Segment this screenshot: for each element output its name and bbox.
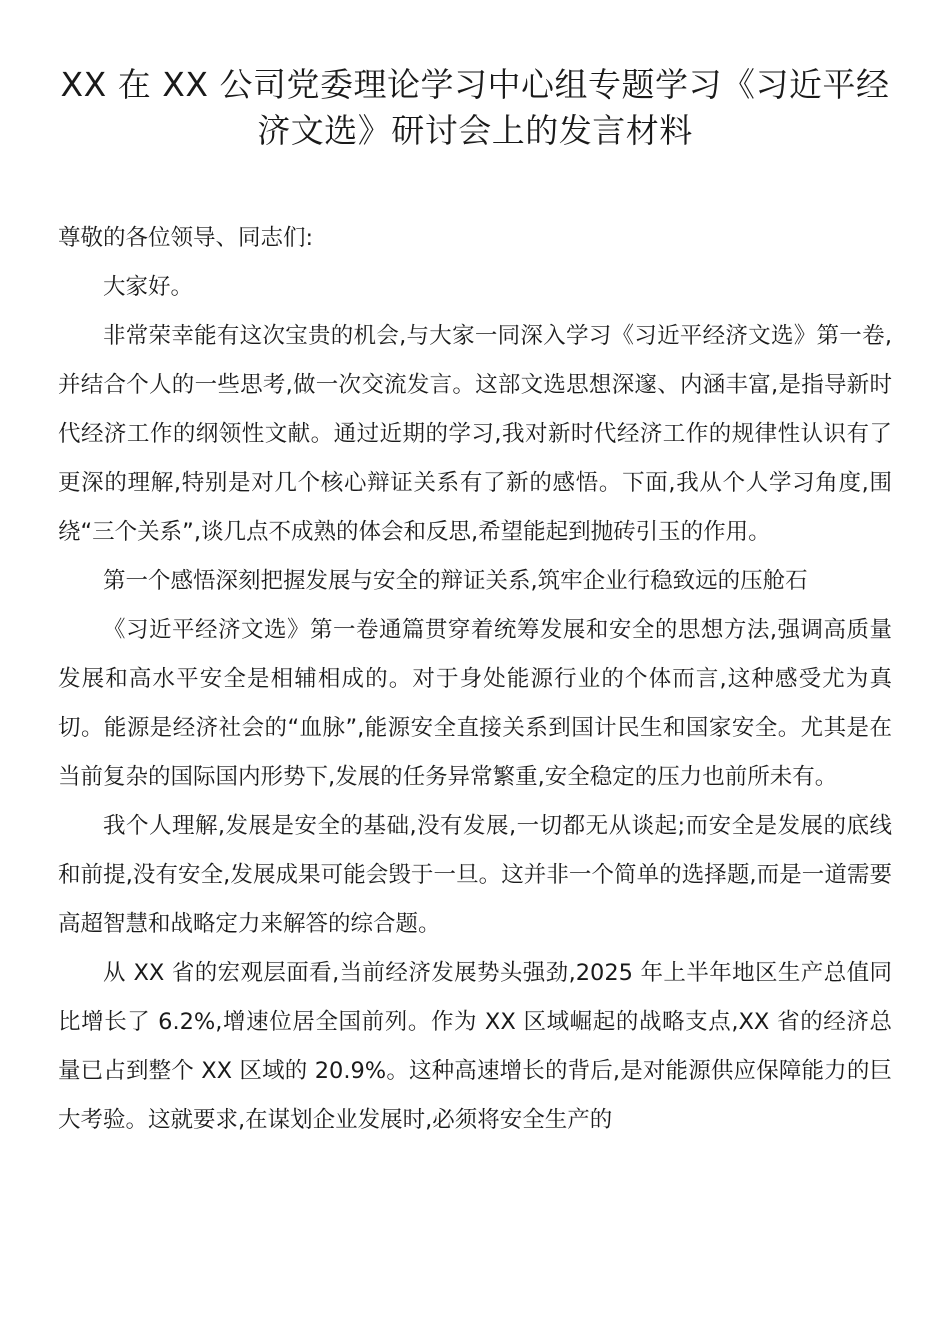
document-title: XX 在 XX 公司党委理论学习中心组专题学习《习近平经济文选》研讨会上的发言材料 xyxy=(60,65,890,150)
salutation: 尊敬的各位领导、同志们: xyxy=(58,225,314,251)
paragraph-greeting: 大家好。 xyxy=(103,274,194,300)
paragraph-body: 《习近平经济文选》第一卷通篇贯穿着统筹发展和安全的思想方法,强调高质量发展和高水平安全是相辅相成的。对于身处能源行业的个体而言,这种感受尤为真切。能源是经济社会的“血脉”,能源安全直接关系到国计民生和国家安全。尤其是在当前复杂的国际国内形势下,发展的任务异常繁重,安全稳定的压力也前所未有。 xyxy=(58,617,892,790)
paragraph-body: 从 XX 省的宏观层面看,当前经济发展势头强劲,2025 年上半年地区生产总值同比增长了 6.2%,增速位居全国前列。作为 XX 区域崛起的战略支点,XX 省的经济总量已占到整个 XX 区域的 20.9%。这种高速增长的背后,是对能源供应保障能力的巨大考验。这就要求,在谋划企业发展时,必须将安全生产的 xyxy=(58,960,892,1133)
paragraph-body: 我个人理解,发展是安全的基础,没有发展,一切都无从谈起;而安全是发展的底线和前提,没有安全,发展成果可能会毁于一旦。这并非一个简单的选择题,而是一道需要高超智慧和战略定力来解答的综合题。 xyxy=(58,813,892,937)
section-heading-1: 第一个感悟深刻把握发展与安全的辩证关系,筑牢企业行稳致远的压舱石 xyxy=(103,568,808,594)
paragraph-intro: 非常荣幸能有这次宝贵的机会,与大家一同深入学习《习近平经济文选》第一卷,并结合个人的一些思考,做一次交流发言。这部文选思想深邃、内涵丰富,是指导新时代经济工作的纲领性文献。通过近期的学习,我对新时代经济工作的规律性认识有了更深的理解,特别是对几个核心辩证关系有了新的感悟。下面,我从个人学习角度,围绕“三个关系”,谈几点不成熟的体会和反思,希望能起到抛砖引玉的作用。 xyxy=(58,323,892,545)
